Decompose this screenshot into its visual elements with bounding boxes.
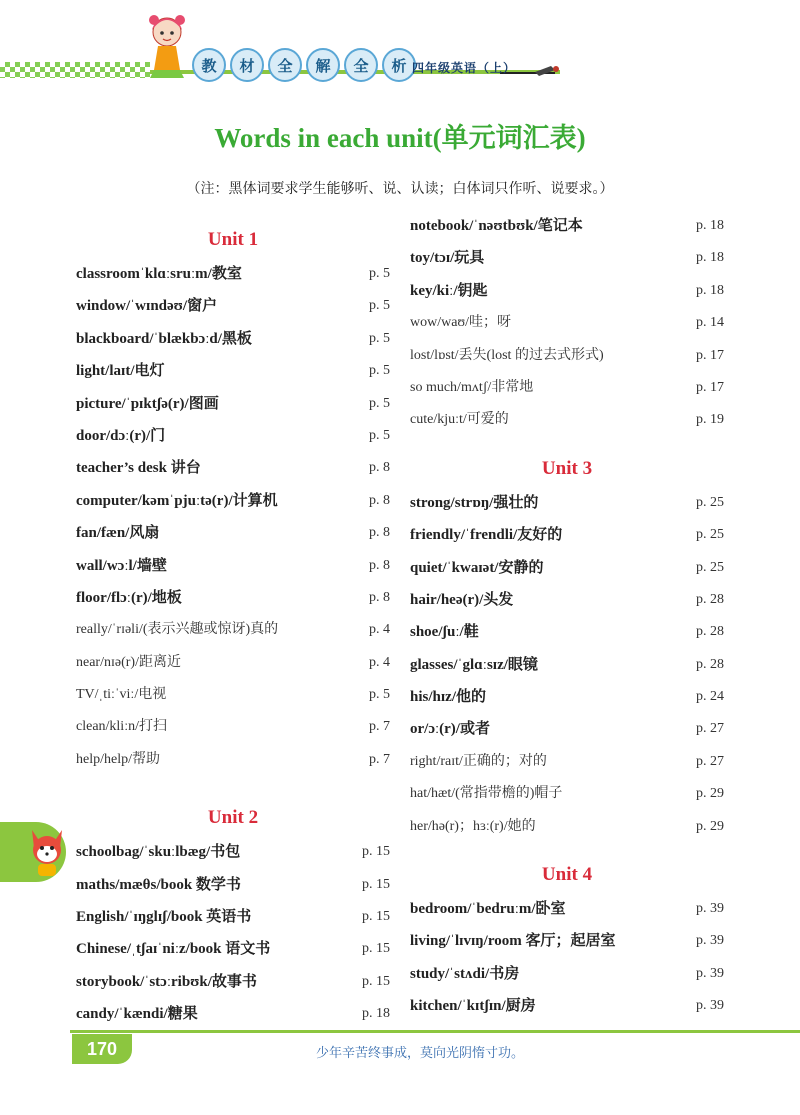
vocab-page: p. 8 <box>369 557 390 573</box>
vocab-page: p. 4 <box>369 654 390 670</box>
vocab-page: p. 15 <box>362 909 390 925</box>
vocab-row <box>410 893 724 925</box>
vocab-row <box>410 925 724 957</box>
vocab-row <box>76 933 390 965</box>
vocab-page: p. 8 <box>369 460 390 476</box>
vocab-row <box>76 452 390 484</box>
vocab-row <box>76 290 390 322</box>
vocab-word: wall/wɔːl/墙壁 <box>76 557 167 574</box>
vocab-page: p. 19 <box>696 412 724 428</box>
title-badge: 材 <box>230 48 264 82</box>
vocab-word: key/kiː/钥匙 <box>410 282 488 299</box>
vocab-row <box>410 616 724 648</box>
vocab-row <box>410 713 724 745</box>
vocab-row <box>76 966 390 998</box>
vocab-row <box>76 355 390 387</box>
vocab-row <box>410 552 724 584</box>
vocab-word: cute/kjuːt/可爱的 <box>410 412 509 428</box>
vocab-row <box>410 958 724 990</box>
vocab-row <box>410 990 724 1022</box>
vocab-word: quiet/ˈkwaɪət/安静的 <box>410 559 544 576</box>
vocab-page: p. 27 <box>696 721 724 737</box>
vocab-page: p. 29 <box>696 818 724 834</box>
vocab-word: maths/mæθs/book 数学书 <box>76 876 241 893</box>
vocab-row <box>410 487 724 519</box>
vocab-word: window/ˈwɪndəʊ/窗户 <box>76 298 218 315</box>
vocab-word: kitchen/ˈkɪtʃɪn/厨房 <box>410 998 536 1015</box>
vocab-word: candy/ˈkændi/糖果 <box>76 1006 198 1023</box>
title-badge: 全 <box>344 48 378 82</box>
vocab-row <box>410 746 724 778</box>
vocab-page: p. 8 <box>369 525 390 541</box>
vocab-page: p. 18 <box>696 218 724 233</box>
vocab-page: p. 5 <box>369 330 390 346</box>
vocab-word: really/ˈrɪəli/(表示兴趣或惊讶)真的 <box>76 622 279 638</box>
vocab-row <box>76 550 390 582</box>
vocab-row <box>410 307 724 339</box>
footer-motto: 少年辛苦终事成，莫向光阴惰寸功。 <box>315 1046 524 1061</box>
vocab-word: computer/kəmˈpjuːtə(r)/计算机 <box>76 492 278 509</box>
vocab-word: shoe/ʃuː/鞋 <box>410 624 479 641</box>
vocab-page: p. 7 <box>369 751 390 767</box>
unit-3-heading: Unit 3 <box>541 457 593 479</box>
vocab-page: p. 39 <box>696 998 724 1014</box>
vocab-page: p. 24 <box>696 689 724 705</box>
vocab-row <box>76 711 390 743</box>
vocab-page: p. 18 <box>362 1006 390 1022</box>
vocab-word: his/hɪz/他的 <box>410 689 486 706</box>
vocab-word: her/hə(r)；hɜː(r)/她的 <box>410 818 536 834</box>
vocab-word: schoolbag/ˈskuːlbæg/书包 <box>76 844 241 861</box>
vocab-row <box>410 778 724 810</box>
vocab-row <box>76 679 390 711</box>
vocab-page: p. 18 <box>696 250 724 266</box>
unit-4-heading: Unit 4 <box>541 864 593 886</box>
unit-2-continued-list <box>410 210 724 437</box>
vocab-row <box>410 275 724 307</box>
vocab-word: study/ˈstʌdi/书房 <box>410 965 520 982</box>
vocab-page: p. 5 <box>369 395 390 411</box>
vocab-word: blackboard/ˈblækbɔːd/黑板 <box>76 330 252 347</box>
vocab-word: floor/flɔː(r)/地板 <box>76 589 182 606</box>
vocab-row <box>410 584 724 616</box>
vocab-page: p. 5 <box>369 687 390 703</box>
vocab-page: p. 25 <box>696 494 724 510</box>
vocab-word: light/laɪt/电灯 <box>76 363 165 380</box>
vocab-row <box>410 519 724 551</box>
vocab-page: p. 15 <box>362 844 390 860</box>
vocab-word: fan/fæn/风扇 <box>76 525 160 542</box>
vocab-page: p. 18 <box>696 282 724 298</box>
vocab-word: friendly/ˈfrendli/友好的 <box>410 527 563 544</box>
fox-mascot-icon <box>26 826 68 878</box>
footer-green-rule <box>70 1030 800 1033</box>
vocab-row <box>410 649 724 681</box>
vocab-row <box>76 323 390 355</box>
title-badge: 全 <box>268 48 302 82</box>
vocab-page: p. 39 <box>696 901 724 917</box>
vocab-word: hat/hæt/(常指带檐的)帽子 <box>410 786 563 802</box>
vocab-row <box>410 811 724 843</box>
unit-1-list <box>76 258 390 776</box>
vocab-page: p. 17 <box>696 379 724 395</box>
vocab-word: bedroom/ˈbedruːm/卧室 <box>410 901 566 918</box>
vocab-page: p. 15 <box>362 941 390 957</box>
vocab-row <box>410 242 724 274</box>
vocab-page: p. 4 <box>369 622 390 638</box>
vocab-word: toy/tɔɪ/玩具 <box>410 250 485 267</box>
vocab-page: p. 25 <box>696 527 724 543</box>
vocab-page: p. 17 <box>696 347 724 363</box>
vocab-page: p. 8 <box>369 492 390 508</box>
left-column <box>76 222 390 1031</box>
vocab-row <box>410 681 724 713</box>
pencil-icon <box>535 64 559 76</box>
vocab-row <box>76 388 390 420</box>
series-title-badges <box>192 48 416 82</box>
vocab-word: notebook/ˈnəʊtbʊk/笔记本 <box>410 218 583 234</box>
header-checker-pattern <box>0 62 150 78</box>
grade-label: 四年级英语（上） <box>412 61 517 75</box>
vocab-row <box>76 485 390 517</box>
vocab-row <box>410 372 724 404</box>
vocab-page: p. 28 <box>696 591 724 607</box>
vocab-page: p. 15 <box>362 973 390 989</box>
vocab-row <box>410 210 724 242</box>
unit-3-list <box>410 487 724 843</box>
vocab-word: classroomˈklɑːsruːm/教室 <box>76 266 242 282</box>
vocab-word: strong/strɒŋ/强壮的 <box>410 494 539 511</box>
vocab-page: p. 14 <box>696 315 724 331</box>
vocab-word: teacher’s desk 讲台 <box>76 460 201 477</box>
page-number: 170 <box>72 1034 132 1064</box>
vocab-row <box>76 258 390 290</box>
vocab-row <box>76 998 390 1030</box>
vocab-word: hair/heə(r)/头发 <box>410 591 514 608</box>
vocab-row <box>76 744 390 776</box>
vocab-word: picture/ˈpɪktʃə(r)/图画 <box>76 395 219 412</box>
vocab-page: p. 7 <box>369 719 390 735</box>
vocab-page: p. 15 <box>362 876 390 892</box>
unit-2-heading: Unit 2 <box>207 807 259 829</box>
vocab-page: p. 5 <box>369 427 390 443</box>
vocab-word: door/dɔː(r)/门 <box>76 427 166 444</box>
title-badge: 析 <box>382 48 416 82</box>
vocab-row <box>76 517 390 549</box>
vocab-page: p. 25 <box>696 559 724 575</box>
vocab-word: wow/waʊ/哇；呀 <box>410 315 512 331</box>
vocab-word: storybook/ˈstɔːribʊk/故事书 <box>76 973 257 990</box>
vocab-row <box>76 869 390 901</box>
vocab-row <box>76 836 390 868</box>
vocab-row <box>76 614 390 646</box>
vocab-word: clean/kliːn/打扫 <box>76 719 167 735</box>
vocab-page: p. 39 <box>696 965 724 981</box>
vocab-word: Chinese/ˌtʃaɪˈniːz/book 语文书 <box>76 941 271 958</box>
vocab-page: p. 8 <box>369 589 390 605</box>
vocab-page: p. 28 <box>696 656 724 672</box>
vocab-page: p. 5 <box>369 298 390 314</box>
vocab-word: living/ˈlɪvɪŋ/room 客厅；起居室 <box>410 933 616 950</box>
vocab-word: so much/mʌtʃ/非常地 <box>410 379 534 395</box>
vocab-row <box>76 901 390 933</box>
vocab-page: p. 28 <box>696 624 724 640</box>
vocab-word: right/raɪt/正确的；对的 <box>410 753 547 769</box>
vocab-row <box>410 340 724 372</box>
title-badge: 教 <box>192 48 226 82</box>
vocab-row <box>410 404 724 436</box>
vocab-row <box>76 582 390 614</box>
unit-1-heading: Unit 1 <box>207 229 259 250</box>
vocab-word: lost/lɒst/丢失(lost 的过去式形式) <box>410 347 604 363</box>
vocab-word: English/ˈɪŋglɪʃ/book 英语书 <box>76 909 252 926</box>
girl-mascot-icon <box>140 10 195 80</box>
vocab-word: glasses/ˈglɑːsɪz/眼镜 <box>410 656 538 673</box>
vocab-page: p. 5 <box>369 266 390 281</box>
legend-note: （注：黑体词要求学生能够听、说、认读；白体词只作听、说要求。） <box>186 181 614 197</box>
vocab-row <box>76 647 390 679</box>
vocab-page: p. 29 <box>696 786 724 802</box>
vocab-word: help/help/帮助 <box>76 751 160 767</box>
vocab-word: near/nɪə(r)/距离近 <box>76 654 181 670</box>
vocab-word: TV/ˌtiːˈviː/电视 <box>76 687 167 703</box>
unit-4-list <box>410 893 724 1023</box>
unit-2-list <box>76 836 390 1030</box>
vocab-row <box>76 420 390 452</box>
title-badge: 解 <box>306 48 340 82</box>
page-title: Words in each unit(单元词汇表) <box>214 123 586 153</box>
vocab-word: or/ɔː(r)/或者 <box>410 721 490 738</box>
right-column <box>410 210 724 1023</box>
vocab-page: p. 5 <box>369 363 390 379</box>
vocab-page: p. 39 <box>696 933 724 949</box>
vocab-page: p. 27 <box>696 753 724 769</box>
